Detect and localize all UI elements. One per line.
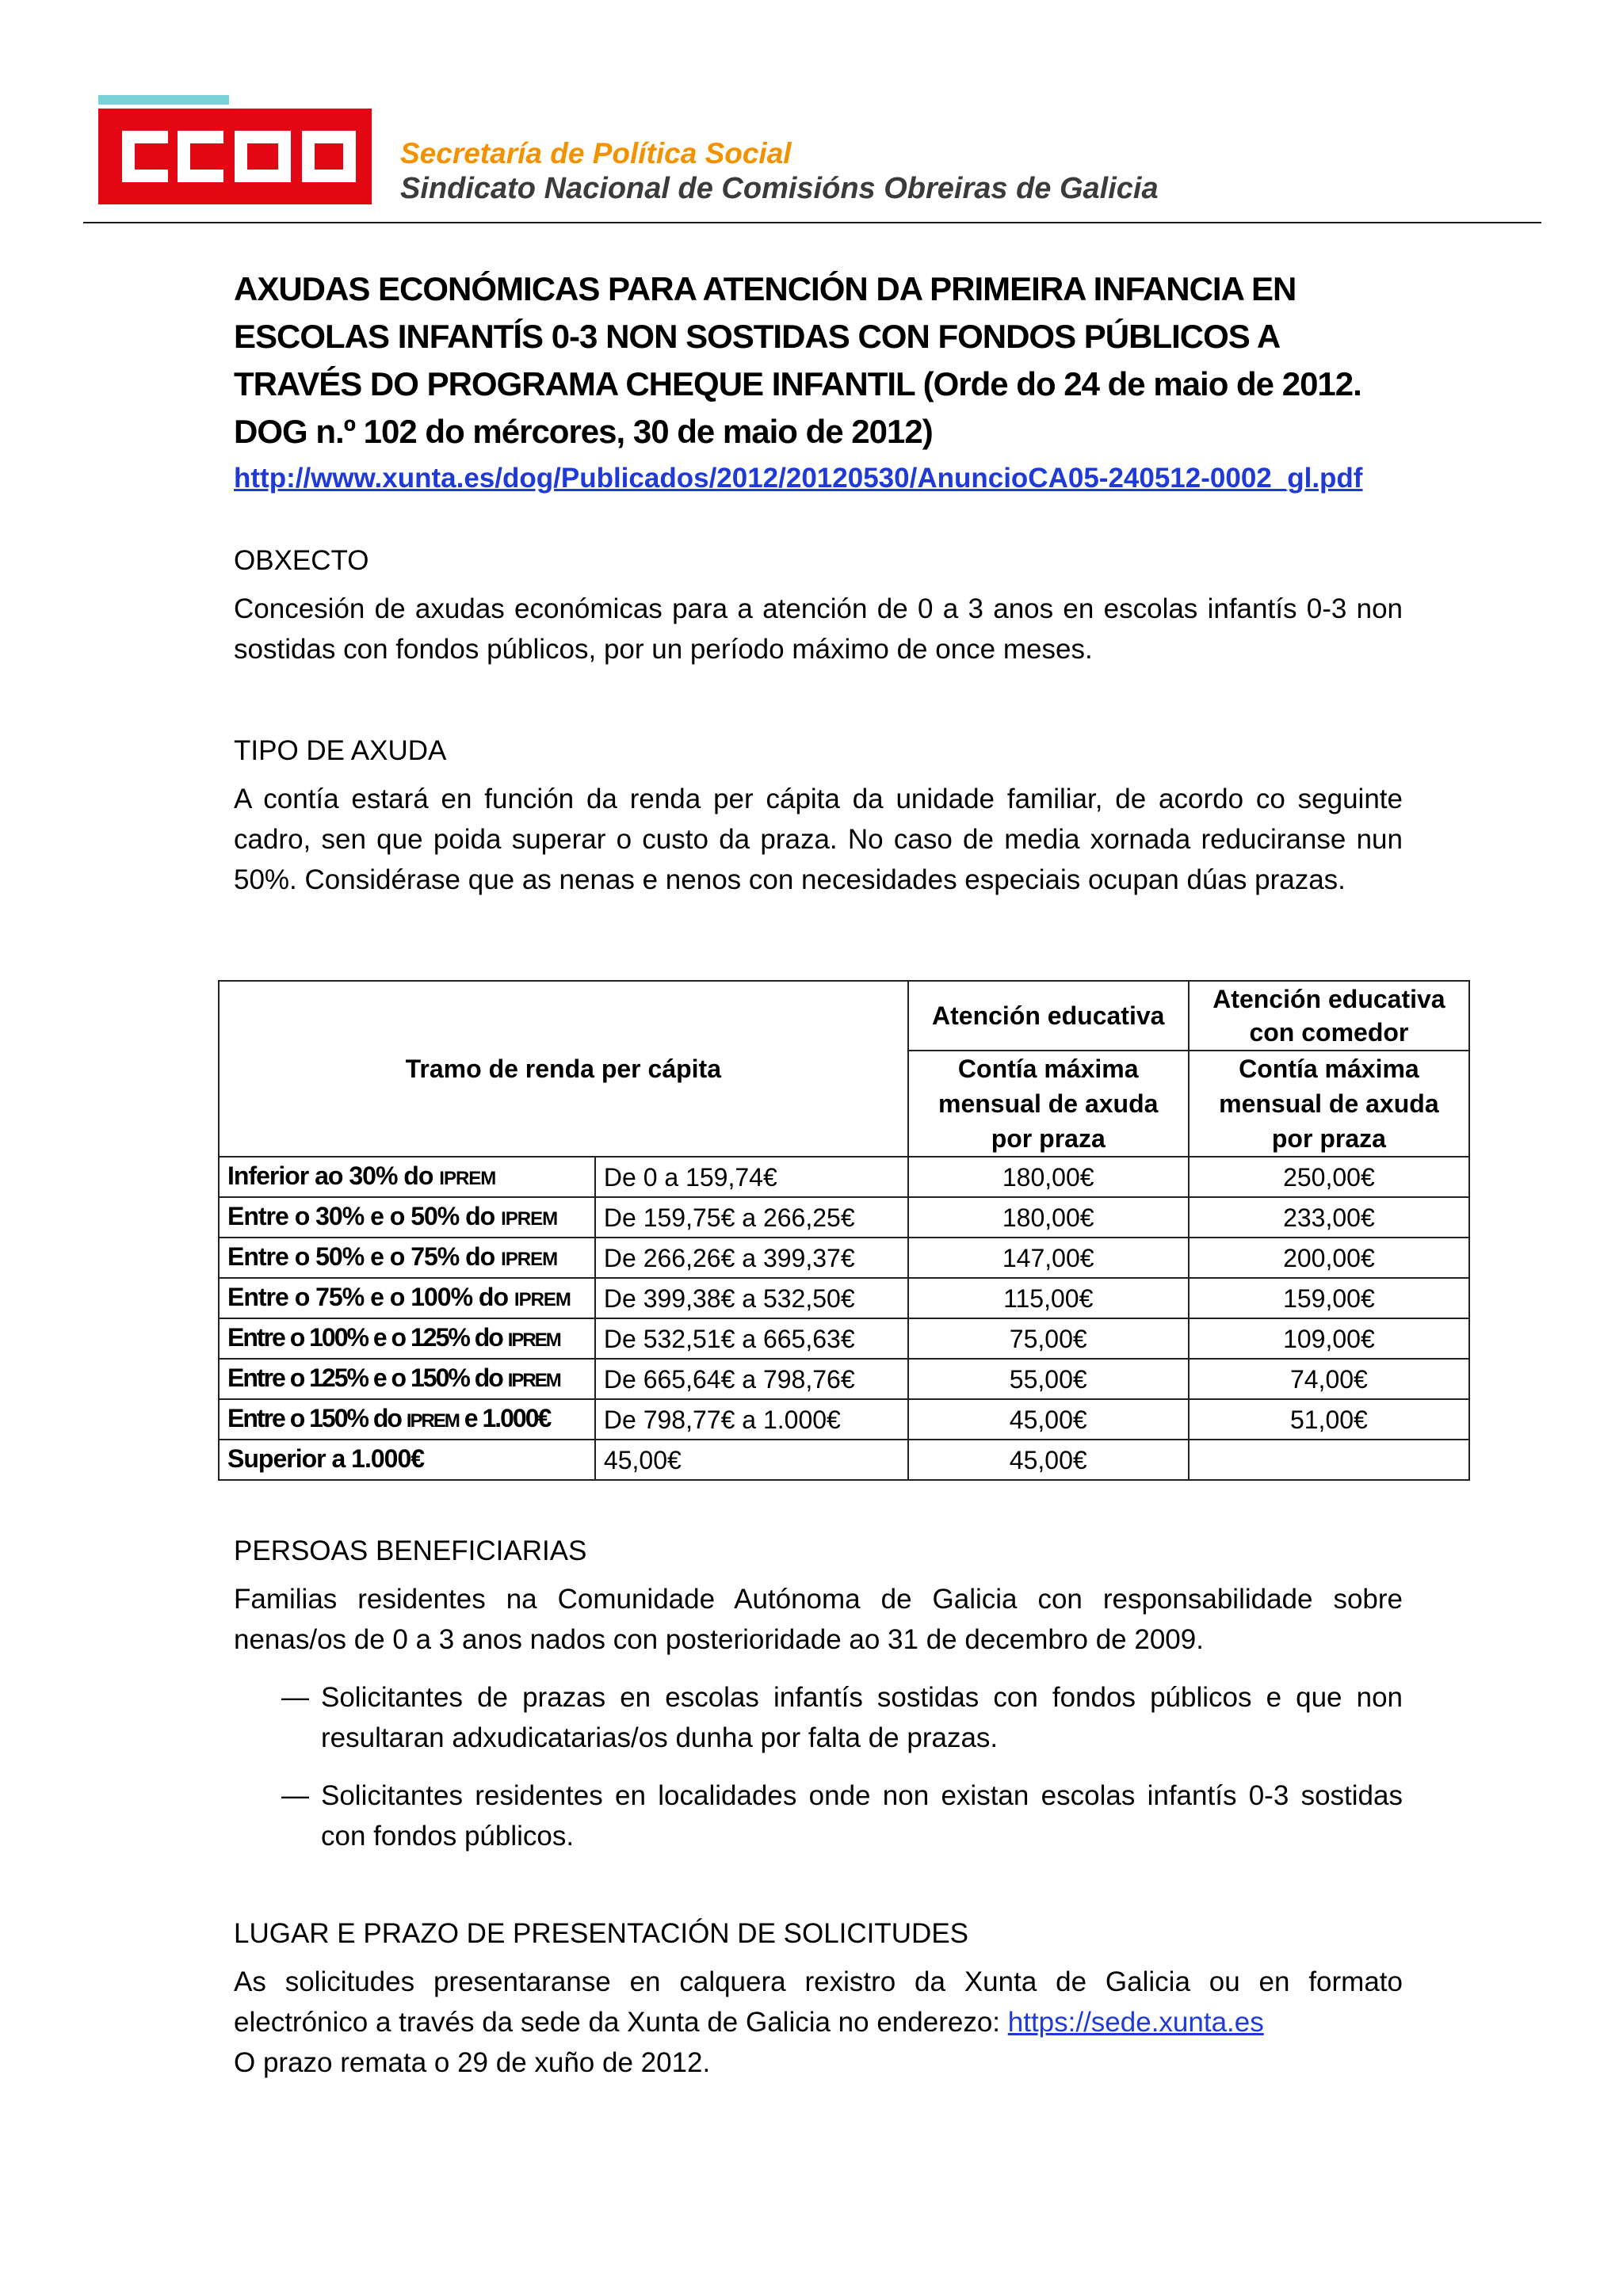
aid-table <box>218 980 1470 1481</box>
header-tramo: Tramo de renda per cápita <box>219 981 908 1157</box>
ae-amount-cell: 115,00€ <box>908 1278 1189 1318</box>
range-cell: 45,00€ <box>595 1440 908 1480</box>
ae-amount-cell: 55,00€ <box>908 1359 1189 1399</box>
table-row <box>219 1197 1469 1238</box>
table-row <box>219 1278 1469 1318</box>
section-heading-tipo: TIPO DE AXUDA <box>234 735 447 766</box>
tramo-cell: Entre o 100% e o 125% do IPREM <box>219 1318 595 1359</box>
title-block <box>234 265 1403 497</box>
ae-amount-cell: 180,00€ <box>908 1157 1189 1197</box>
ae-amount-cell: 45,00€ <box>908 1440 1189 1480</box>
subheader-contia-comedor: Contía máxima mensual de axuda por praza <box>1189 1051 1469 1157</box>
section-text-obxecto: Concesión de axudas económicas para a atención de 0 a 3 anos en escolas infantís 0-3 non sostidas con fondos públicos, por un período máximo de once meses. <box>234 593 1403 665</box>
ae-amount-cell: 45,00€ <box>908 1399 1189 1440</box>
list-item: — Solicitantes de prazas en escolas infantís sostidas con fondos públicos e que non resultaran adxudicatarias/os dunha por falta de prazas. <box>234 1677 1403 1758</box>
section-heading-beneficiarias: PERSOAS BENEFICIARIAS <box>234 1535 587 1566</box>
section-heading-lugar: LUGAR E PRAZO DE PRESENTACIÓN DE SOLICITUDES <box>234 1918 969 1949</box>
aec-amount-cell: 233,00€ <box>1189 1197 1469 1238</box>
sede-link[interactable]: https://sede.xunta.es <box>1007 2007 1264 2038</box>
section-text-lugar: As solicitudes presentaranse en calquera rexistro da Xunta de Galicia ou en formato electrónico a través da sede da Xunta de Galicia no enderezo: https://sede.xunta.es <box>234 1966 1403 2038</box>
subheader-contia: Contía máxima mensual de axuda por praza <box>908 1051 1189 1157</box>
range-cell: De 266,26€ a 399,37€ <box>595 1238 908 1278</box>
logo-box <box>98 109 372 204</box>
aec-amount-cell <box>1189 1440 1469 1480</box>
deadline-text: O prazo remata o 29 de xuño de 2012. <box>234 2047 711 2078</box>
section-text-tipo: A contía estará en función da renda per cápita da unidade familiar, de acordo co seguinte cadro, sen que poida superar o custo da praza. No caso de media xornada reduciranse nun 50%. Considérase que as nenas e nenos con necesidades especiais ocupan dúas prazas. <box>234 784 1403 895</box>
ccoo-letters-icon <box>98 109 372 204</box>
tramo-cell: Entre o 125% e o 150% do IPREM <box>219 1359 595 1399</box>
tramo-cell: Inferior ao 30% do IPREM <box>219 1157 595 1197</box>
table-row <box>219 1318 1469 1359</box>
ae-amount-cell: 147,00€ <box>908 1238 1189 1278</box>
org-title: Secretaría de Política Social <box>400 137 792 170</box>
aec-amount-cell: 51,00€ <box>1189 1399 1469 1440</box>
table-row <box>219 1359 1469 1399</box>
tramo-cell: Entre o 150% do IPREM e 1.000€ <box>219 1399 595 1440</box>
header-divider <box>83 222 1541 223</box>
aec-amount-cell: 159,00€ <box>1189 1278 1469 1318</box>
table-row <box>219 1399 1469 1440</box>
aec-amount-cell: 74,00€ <box>1189 1359 1469 1399</box>
ae-amount-cell: 75,00€ <box>908 1318 1189 1359</box>
table-row <box>219 1440 1469 1480</box>
tramo-cell: Entre o 30% e o 50% do IPREM <box>219 1197 595 1238</box>
org-subtitle: Sindicato Nacional de Comisións Obreiras de Galicia <box>400 172 1159 205</box>
section-text-beneficiarias: Familias residentes na Comunidade Autónoma de Galicia con responsabilidade sobre nenas/os de 0 a 3 anos nados con posterioridade ao 31 de decembro de 2009. <box>234 1584 1403 1655</box>
ae-amount-cell: 180,00€ <box>908 1197 1189 1238</box>
range-cell: De 0 a 159,74€ <box>595 1157 908 1197</box>
aec-amount-cell: 250,00€ <box>1189 1157 1469 1197</box>
section-heading-obxecto: OBXECTO <box>234 545 369 576</box>
range-cell: De 532,51€ a 665,63€ <box>595 1318 908 1359</box>
range-cell: De 399,38€ a 532,50€ <box>595 1278 908 1318</box>
tramo-cell: Entre o 50% e o 75% do IPREM <box>219 1238 595 1278</box>
header-atencion: Atención educativa <box>908 981 1189 1051</box>
section-lugar <box>234 1916 1403 2083</box>
header-text <box>400 136 1159 206</box>
logo-band <box>98 95 229 105</box>
tramo-cell: Entre o 75% e o 100% do IPREM <box>219 1278 595 1318</box>
section-beneficiarias <box>234 1533 1403 1856</box>
dog-link[interactable]: http://www.xunta.es/dog/Publicados/2012/20120530/AnuncioCA05-240512-0002_gl.pdf <box>234 463 1363 494</box>
list-item: — Solicitantes residentes en localidades onde non existan escolas infantís 0-3 sostidas con fondos públicos. <box>234 1775 1403 1856</box>
section-obxecto <box>234 543 1403 669</box>
dash-bullet-icon: — <box>281 1682 309 1713</box>
document-title: AXUDAS ECONÓMICAS PARA ATENCIÓN DA PRIMEIRA INFANCIA EN ESCOLAS INFANTÍS 0-3 NON SOSTIDAS CON FONDOS PÚBLICOS A TRAVÉS DO PROGRAMA CHEQUE INFANTIL (Orde do 24 de maio de 2012. DOG n.º 102 do mércores, 30 de maio de 2012) <box>234 270 1361 450</box>
beneficiary-list <box>234 1677 1403 1856</box>
table-row <box>219 1157 1469 1197</box>
range-cell: De 665,64€ a 798,76€ <box>595 1359 908 1399</box>
range-cell: De 159,75€ a 266,25€ <box>595 1197 908 1238</box>
range-cell: De 798,77€ a 1.000€ <box>595 1399 908 1440</box>
dash-bullet-icon: — <box>281 1780 309 1811</box>
tramo-cell: Superior a 1.000€ <box>219 1440 595 1480</box>
aec-amount-cell: 109,00€ <box>1189 1318 1469 1359</box>
table-row <box>219 1238 1469 1278</box>
section-tipo <box>234 733 1403 900</box>
aec-amount-cell: 200,00€ <box>1189 1238 1469 1278</box>
ccoo-logo <box>98 95 372 206</box>
header-atencion-comedor: Atención educativa con comedor <box>1189 981 1469 1051</box>
